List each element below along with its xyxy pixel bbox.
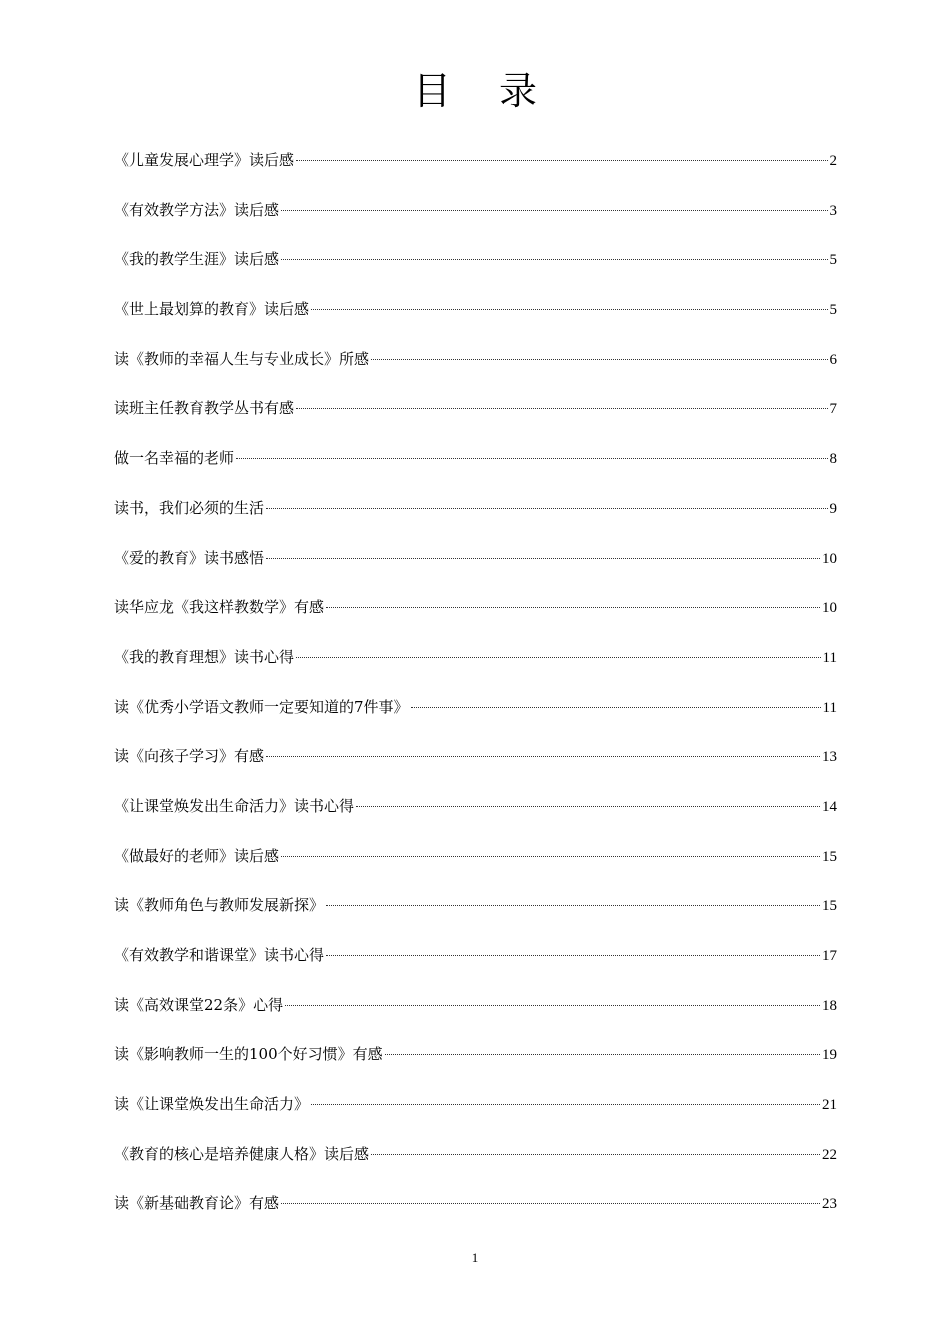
toc-entry[interactable] [114,993,837,1043]
toc-entry-page: 22 [822,1146,837,1163]
toc-entry[interactable] [114,1092,837,1142]
toc-entry-title: 读《让课堂焕发出生命活力》 [114,1095,310,1114]
toc-dot-leader [356,806,820,807]
toc-entry[interactable] [114,347,837,397]
toc-entry-title: 读《优秀小学语文教师一定要知道的7件事》 [114,697,409,716]
toc-entry[interactable] [114,1142,837,1192]
toc-entry[interactable] [114,744,837,794]
toc-entry-page: 2 [829,153,837,169]
toc-dot-leader [411,707,821,708]
toc-entry-page: 13 [822,749,837,766]
toc-entry[interactable] [114,1042,837,1092]
toc-entry-page: 5 [829,302,837,319]
page-number: 1 [471,1250,479,1265]
toc-dot-leader [296,408,827,409]
page-title: 目录 [412,69,585,113]
toc-dot-leader [236,458,827,459]
toc-dot-leader [266,558,820,559]
toc-entry-page: 18 [822,997,837,1014]
toc-entry-title: 读《影响教师一生的100个好习惯》有感 [114,1045,383,1064]
toc-entry[interactable] [114,496,837,546]
toc-entry[interactable] [114,794,837,844]
toc-entry[interactable] [114,844,837,894]
table-of-contents [114,148,837,1241]
toc-entry-page: 3 [829,202,837,219]
toc-dot-leader [326,905,820,906]
toc-entry-title: 《我的教育理想》读书心得 [114,647,295,666]
toc-entry-page: 5 [829,252,837,269]
toc-dot-leader [266,508,827,509]
toc-entry-page: 9 [829,500,837,517]
toc-entry[interactable] [114,148,837,198]
toc-entry-page: 19 [822,1047,837,1064]
toc-entry-page: 7 [829,401,837,418]
toc-entry-title: 读书，我们必须的生活 [114,498,265,517]
toc-entry-title: 读华应龙《我这样教数学》有感 [114,598,325,617]
toc-entry-title: 读《新基础教育论》有感 [114,1194,280,1213]
toc-entry-page: 8 [829,451,837,468]
toc-dot-leader [281,1203,820,1204]
toc-dot-leader [385,1054,820,1055]
toc-dot-leader [296,160,827,161]
toc-dot-leader [285,1005,820,1006]
toc-entry-page: 11 [822,699,837,716]
toc-dot-leader [266,756,820,757]
toc-entry-title: 《做最好的老师》读后感 [114,846,280,865]
toc-entry-page: 15 [822,848,837,865]
toc-dot-leader [296,657,821,658]
toc-entry-page: 23 [822,1196,837,1213]
toc-entry-title: 《有效教学和谐课堂》读书心得 [114,946,325,964]
toc-entry[interactable] [114,198,837,248]
toc-dot-leader [371,1154,820,1155]
toc-dot-leader [326,955,820,956]
toc-dot-leader [281,210,827,211]
toc-entry-title: 读《教师的幸福人生与专业成长》所感 [114,349,370,368]
toc-entry-page: 17 [822,948,837,964]
toc-entry[interactable] [114,546,837,596]
toc-entry-page: 6 [829,351,837,368]
toc-entry-title: 《爱的教育》读书感悟 [114,548,265,567]
toc-entry[interactable] [114,893,837,943]
toc-entry-title: 读《高效课堂22条》心得 [114,995,284,1014]
toc-dot-leader [311,1104,820,1105]
toc-dot-leader [281,259,827,260]
toc-entry-page: 10 [822,550,837,567]
toc-entry-title: 《教育的核心是培养健康人格》读后感 [114,1144,370,1163]
toc-entry[interactable] [114,943,837,993]
toc-entry-title: 读《教师角色与教师发展新探》 [114,896,325,915]
toc-entry[interactable] [114,297,837,347]
toc-dot-leader [326,607,820,608]
toc-entry[interactable] [114,645,837,695]
toc-dot-leader [281,856,820,857]
toc-entry[interactable] [114,595,837,645]
toc-entry[interactable] [114,396,837,446]
toc-entry[interactable] [114,695,837,745]
toc-entry-title: 读班主任教育教学丛书有感 [114,399,295,418]
toc-entry[interactable] [114,247,837,297]
toc-dot-leader [311,309,827,310]
toc-entry-page: 21 [822,1097,837,1114]
toc-dot-leader [371,359,827,360]
toc-entry-title: 《有效教学方法》读后感 [114,200,280,219]
toc-entry-title: 《让课堂焕发出生命活力》读书心得 [114,796,355,815]
toc-entry-page: 11 [822,649,837,666]
toc-entry-title: 《我的教学生涯》读后感 [114,250,280,269]
toc-entry-title: 《世上最划算的教育》读后感 [114,300,310,319]
toc-entry[interactable] [114,1191,837,1241]
toc-entry-page: 15 [822,898,837,915]
toc-entry-page: 10 [822,600,837,617]
toc-entry-page: 14 [822,798,837,815]
toc-entry[interactable] [114,446,837,496]
toc-entry-title: 读《向孩子学习》有感 [114,747,265,766]
toc-entry-title: 做一名幸福的老师 [114,449,235,468]
toc-entry-title: 《儿童发展心理学》读后感 [114,151,295,169]
